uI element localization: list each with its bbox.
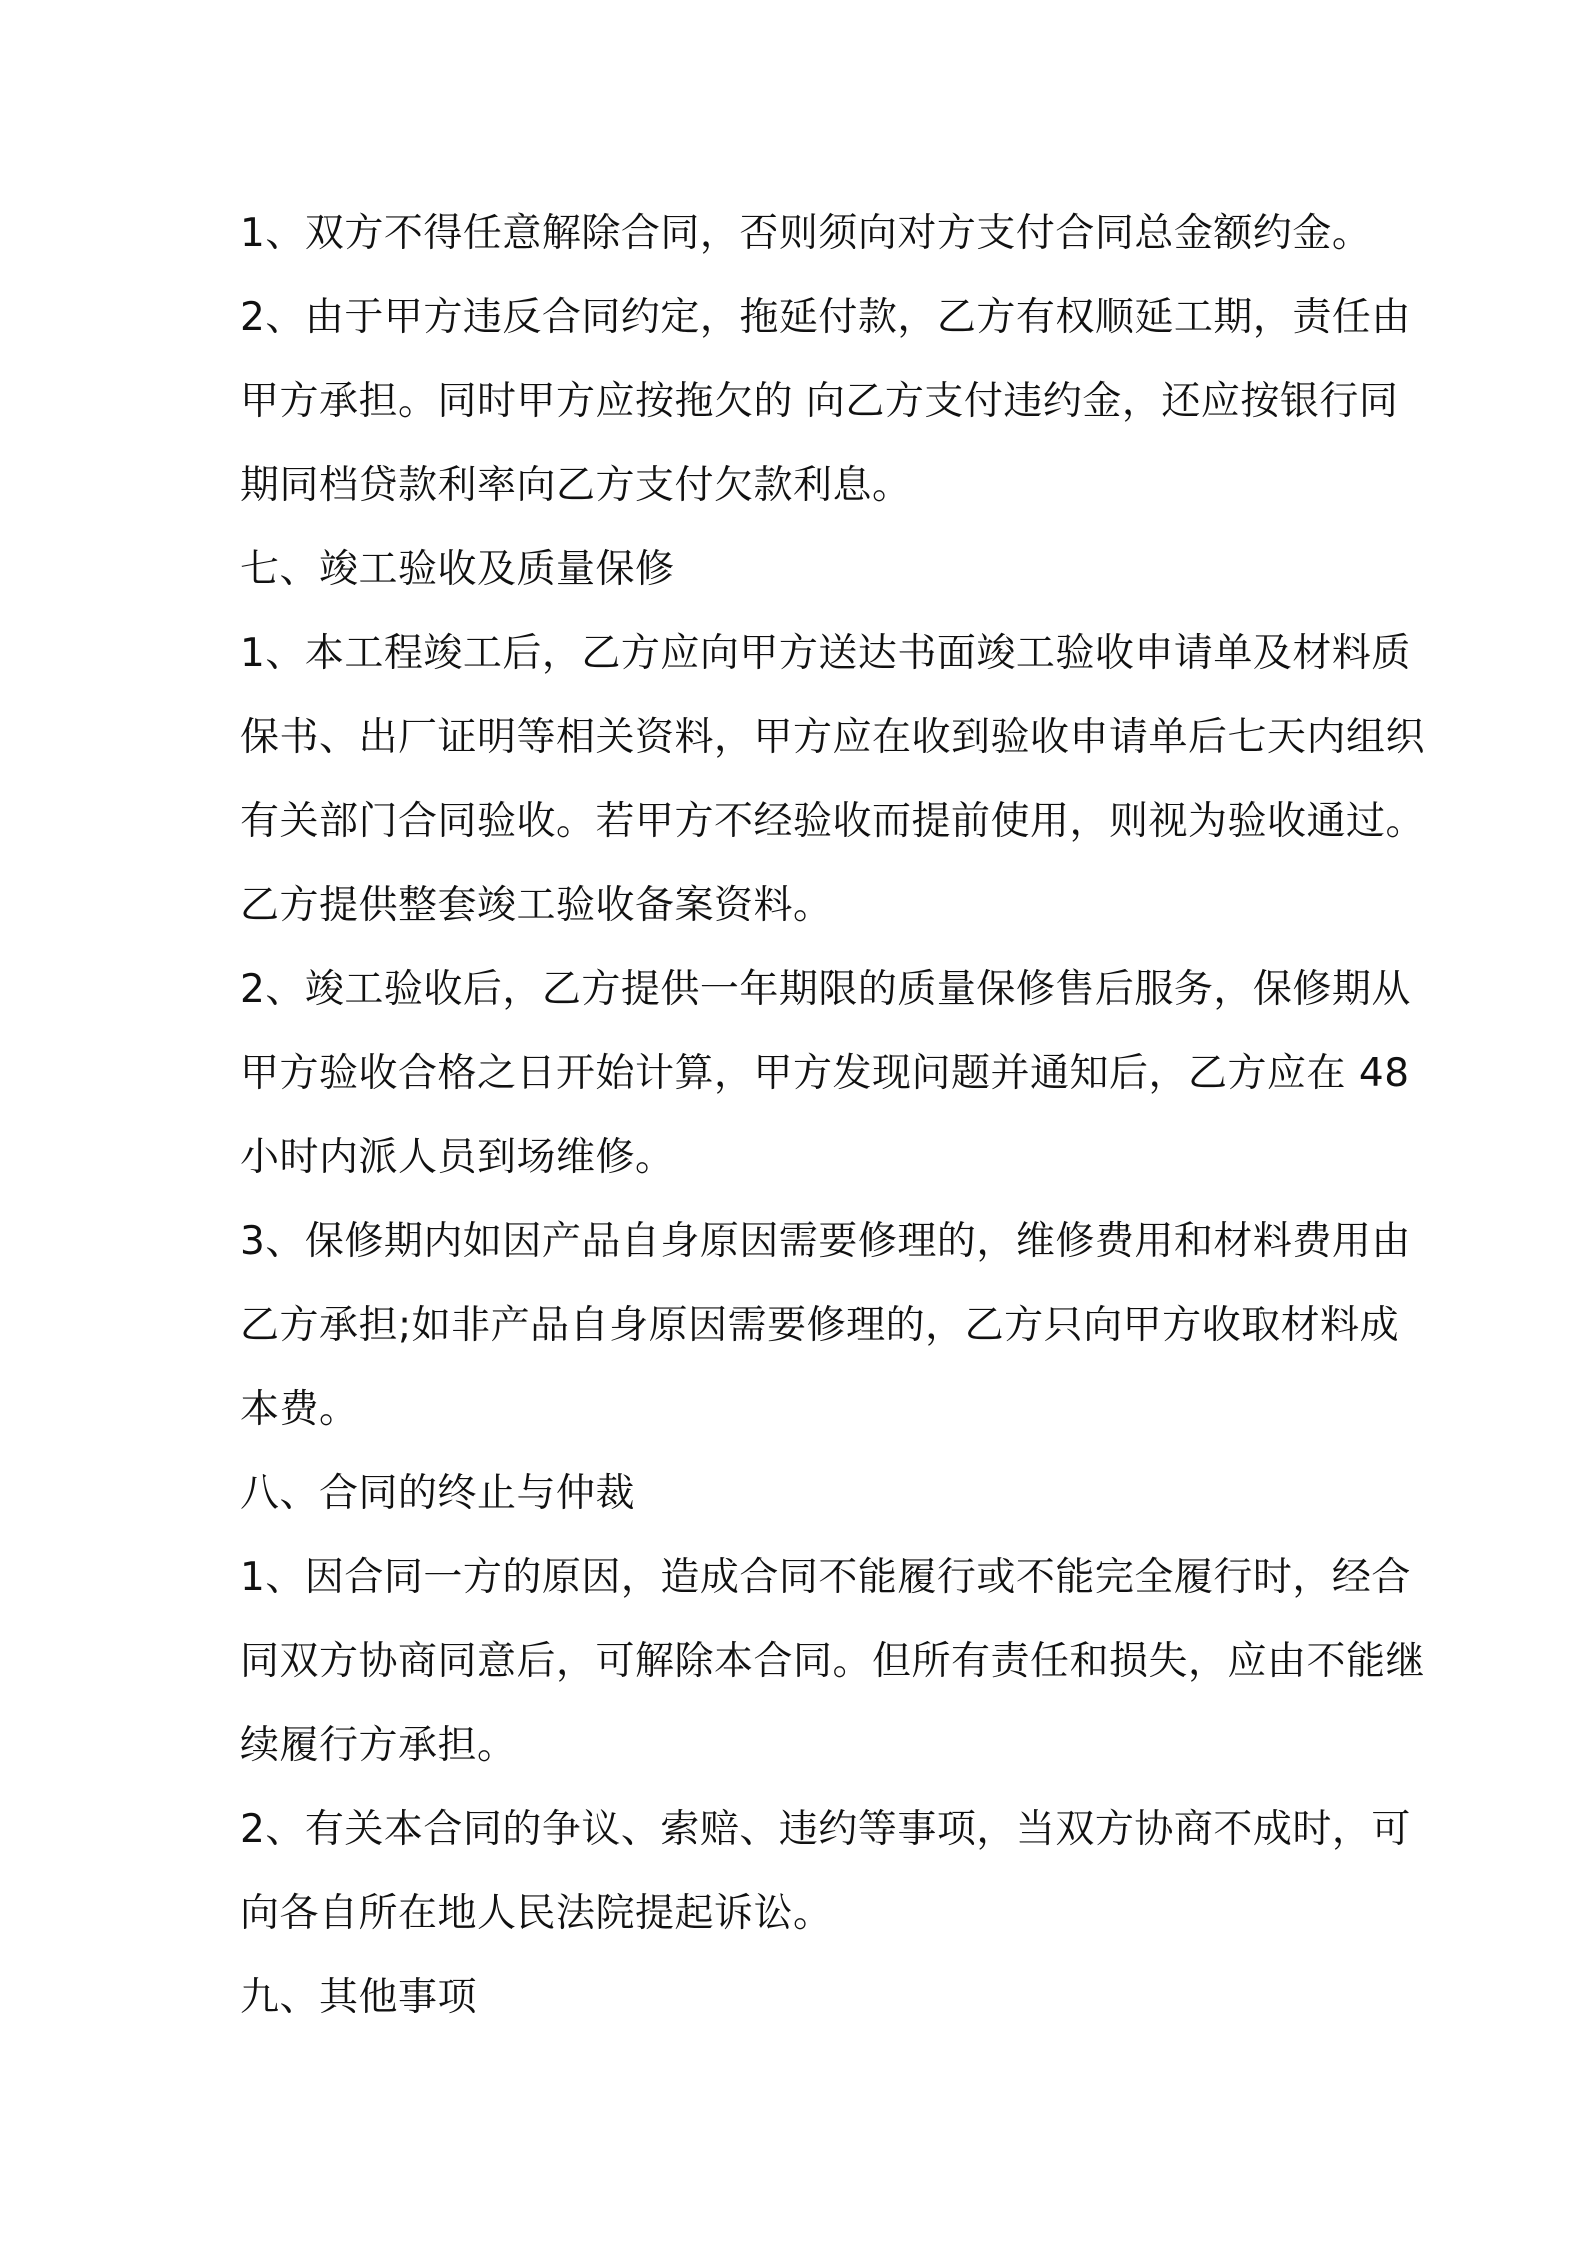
acceptance-clause-3-line-2: 乙方承担;如非产品自身原因需要修理的，乙方只向甲方收取材料成 bbox=[240, 1303, 1400, 1348]
acceptance-clause-3-line-1: 3、保修期内如因产品自身原因需要修理的，维修费用和材料费用由 bbox=[240, 1219, 1411, 1264]
document-body bbox=[240, 192, 1426, 2040]
acceptance-clause-2-line-3: 小时内派人员到场维修。 bbox=[240, 1135, 675, 1180]
acceptance-clause-2-line-1: 2、竣工验收后，乙方提供一年期限的质量保修售后服务，保修期从 bbox=[240, 967, 1411, 1012]
section-heading-termination-arbitration: 八、合同的终止与仲裁 bbox=[240, 1471, 636, 1516]
clause-7-2-line-1: 2、由于甲方违反合同约定，拖延付款，乙方有权顺延工期，责任由 bbox=[240, 295, 1411, 340]
clause-7-2-line-3: 期同档贷款利率向乙方支付欠款利息。 bbox=[240, 463, 912, 508]
section-heading-completion-acceptance: 七、竣工验收及质量保修 bbox=[240, 547, 675, 592]
clause-7-2-line-2: 甲方承担。同时甲方应按拖欠的 向乙方支付违约金，还应按银行同 bbox=[240, 379, 1399, 424]
acceptance-clause-2-line-2: 甲方验收合格之日开始计算，甲方发现问题并通知后，乙方应在 48 bbox=[240, 1051, 1410, 1096]
acceptance-clause-3-line-3: 本费。 bbox=[240, 1387, 359, 1432]
termination-clause-2-line-1: 2、有关本合同的争议、索赔、违约等事项，当双方协商不成时，可 bbox=[240, 1807, 1411, 1852]
acceptance-clause-1-line-2: 保书、出厂证明等相关资料，甲方应在收到验收申请单后七天内组织 bbox=[240, 715, 1426, 760]
termination-clause-2-line-2: 向各自所在地人民法院提起诉讼。 bbox=[240, 1891, 833, 1936]
acceptance-clause-1-line-4: 乙方提供整套竣工验收备案资料。 bbox=[240, 883, 833, 928]
termination-clause-1-line-3: 续履行方承担。 bbox=[240, 1723, 517, 1768]
termination-clause-1-line-2: 同双方协商同意后，可解除本合同。但所有责任和损失，应由不能继 bbox=[240, 1639, 1426, 1684]
section-heading-other-matters: 九、其他事项 bbox=[240, 1975, 478, 2020]
clause-7-1-line: 1、双方不得任意解除合同，否则须向对方支付合同总金额约金。 bbox=[240, 211, 1372, 256]
acceptance-clause-1-line-1: 1、本工程竣工后，乙方应向甲方送达书面竣工验收申请单及材料质 bbox=[240, 631, 1411, 676]
acceptance-clause-1-line-3: 有关部门合同验收。若甲方不经验收而提前使用，则视为验收通过。 bbox=[240, 799, 1426, 844]
termination-clause-1-line-1: 1、因合同一方的原因，造成合同不能履行或不能完全履行时，经合 bbox=[240, 1555, 1411, 1600]
